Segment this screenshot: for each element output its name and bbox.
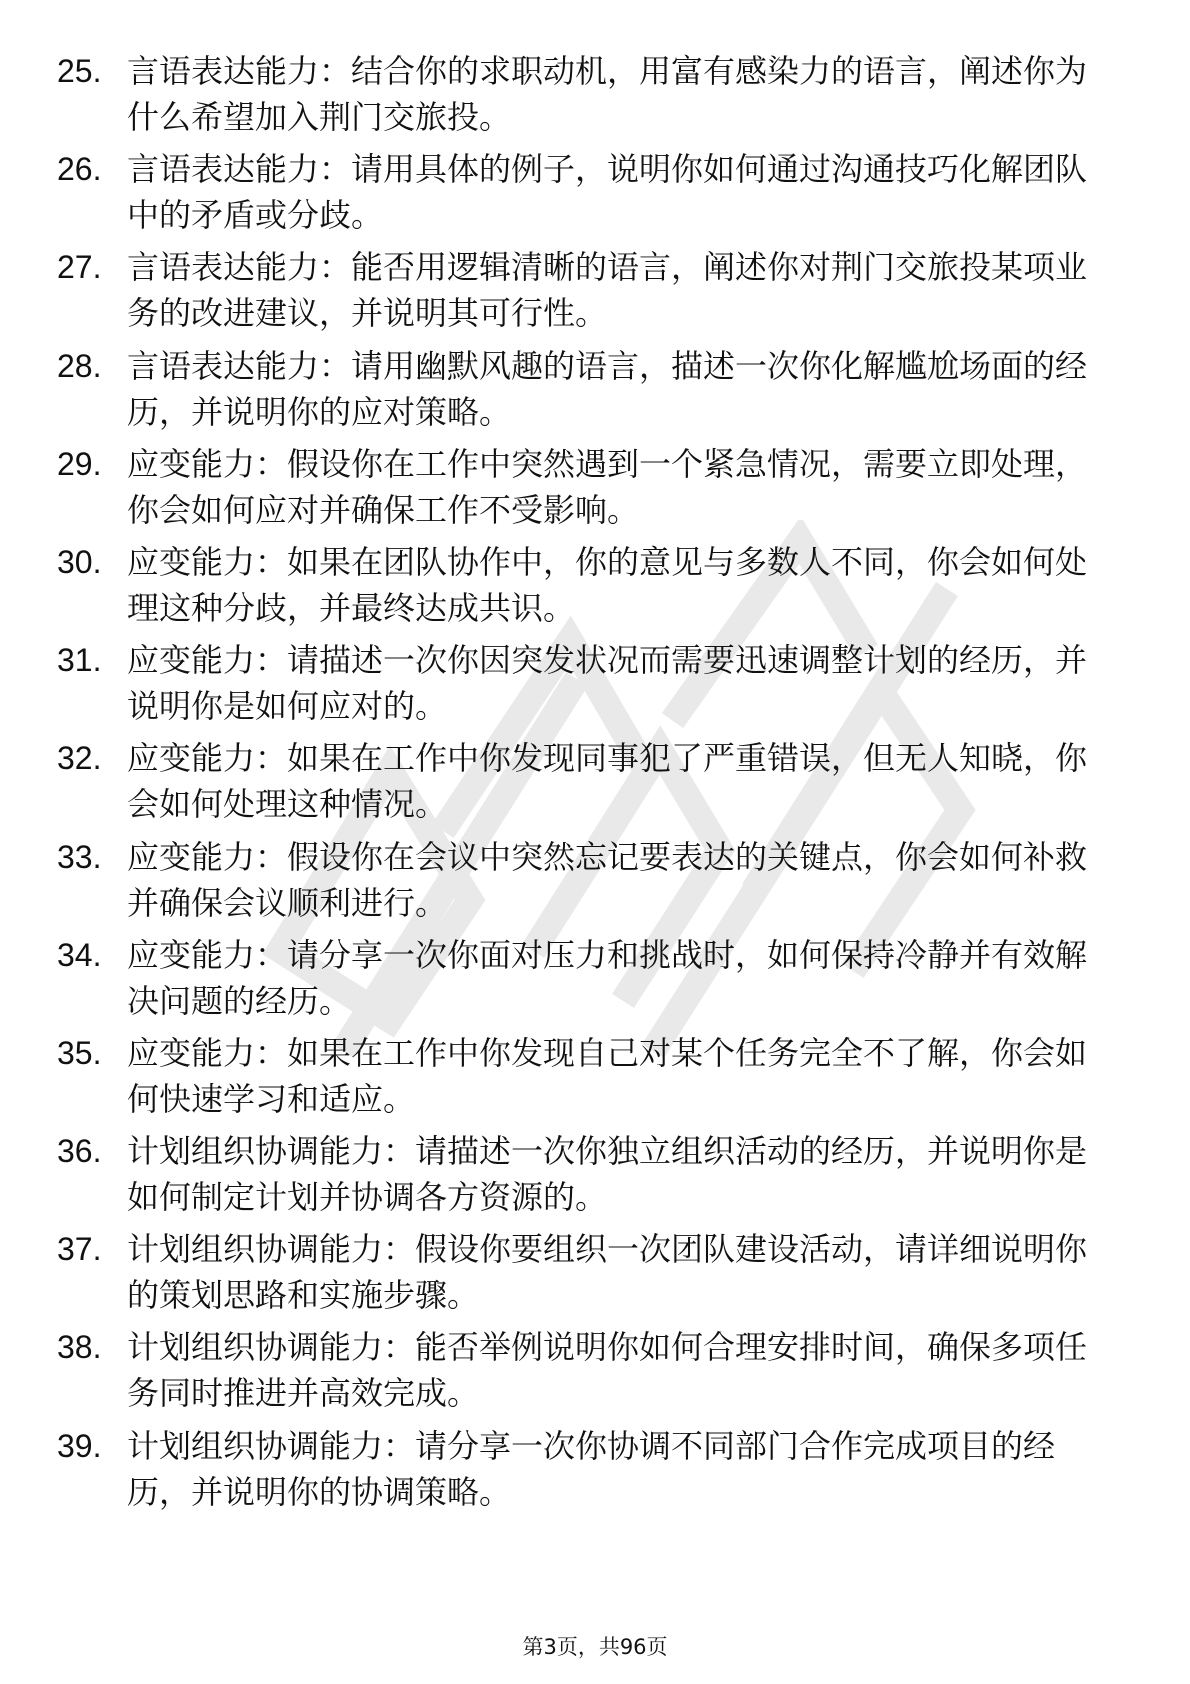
- page-footer: 第3页，共96页: [522, 1635, 668, 1659]
- question-item: [0, 146, 1190, 244]
- question-item: [0, 441, 1190, 539]
- question-text: 应变能力：如果在工作中你发现同事犯了严重错误，但无人知晓，你会如何处理这种情况。: [127, 739, 1088, 824]
- question-text: 言语表达能力：结合你的求职动机，用富有感染力的语言，阐述你为什么希望加入荆门交旅投。: [127, 52, 1088, 136]
- question-item: [0, 539, 1190, 637]
- question-text: 应变能力：如果在工作中你发现自己对某个任务完全不了解，你会如何快速学习和适应。: [127, 1033, 1088, 1118]
- question-item: [0, 637, 1190, 735]
- question-number: 32.: [57, 740, 102, 777]
- question-number: 38.: [57, 1329, 102, 1366]
- question-item: [0, 932, 1190, 1030]
- question-item: [0, 1324, 1190, 1422]
- question-item: [0, 244, 1190, 342]
- question-item: [0, 1423, 1190, 1521]
- question-text: 应变能力：请分享一次你面对压力和挑战时，如何保持冷静并有效解决问题的经历。: [127, 935, 1088, 1020]
- question-number: 27.: [57, 249, 102, 286]
- question-number: 29.: [57, 445, 102, 482]
- question-item: [0, 834, 1190, 932]
- question-number: 35.: [57, 1034, 102, 1071]
- question-number: 39.: [57, 1427, 102, 1464]
- question-text: 言语表达能力：能否用逻辑清晰的语言，阐述你对荆门交旅投某项业务的改进建议，并说明其可行性。: [127, 248, 1088, 333]
- question-item: [0, 48, 1190, 146]
- question-text: 应变能力：假设你在工作中突然遇到一个紧急情况，需要立即处理，你会如何应对并确保工作不受影响。: [127, 444, 1088, 529]
- question-text: 言语表达能力：请用幽默风趣的语言，描述一次你化解尴尬场面的经历，并说明你的应对策略。: [127, 346, 1088, 431]
- question-text: 言语表达能力：请用具体的例子，说明你如何通过沟通技巧化解团队中的矛盾或分歧。: [127, 150, 1088, 235]
- question-item: [0, 343, 1190, 441]
- question-number: 28.: [57, 347, 102, 384]
- question-number: 34.: [57, 936, 102, 973]
- question-item: [0, 1226, 1190, 1324]
- question-text: 应变能力：请描述一次你因突发状况而需要迅速调整计划的经历，并说明你是如何应对的。: [127, 641, 1088, 726]
- question-item: [0, 1030, 1190, 1128]
- question-text: 计划组织协调能力：请分享一次你协调不同部门合作完成项目的经历，并说明你的协调策略。: [127, 1426, 1056, 1511]
- question-number: 30.: [57, 543, 102, 580]
- question-number: 36.: [57, 1133, 102, 1170]
- question-text: 计划组织协调能力：能否举例说明你如何合理安排时间，确保多项任务同时推进并高效完成。: [127, 1328, 1088, 1413]
- question-text: 应变能力：假设你在会议中突然忘记要表达的关键点，你会如何补救并确保会议顺利进行。: [127, 837, 1088, 922]
- question-list: [0, 48, 1190, 1521]
- question-text: 计划组织协调能力：假设你要组织一次团队建设活动，请详细说明你的策划思路和实施步骤。: [127, 1230, 1088, 1315]
- question-number: 31.: [57, 642, 102, 679]
- question-number: 37.: [57, 1231, 102, 1268]
- question-number: 26.: [57, 151, 102, 188]
- question-item: [0, 1128, 1190, 1226]
- question-item: [0, 735, 1190, 833]
- question-number: 33.: [57, 838, 102, 875]
- question-text: 应变能力：如果在团队协作中，你的意见与多数人不同，你会如何处理这种分歧，并最终达成共识。: [127, 542, 1088, 627]
- question-number: 25.: [57, 53, 102, 89]
- question-text: 计划组织协调能力：请描述一次你独立组织活动的经历，并说明你是如何制定计划并协调各方资源的。: [127, 1132, 1088, 1217]
